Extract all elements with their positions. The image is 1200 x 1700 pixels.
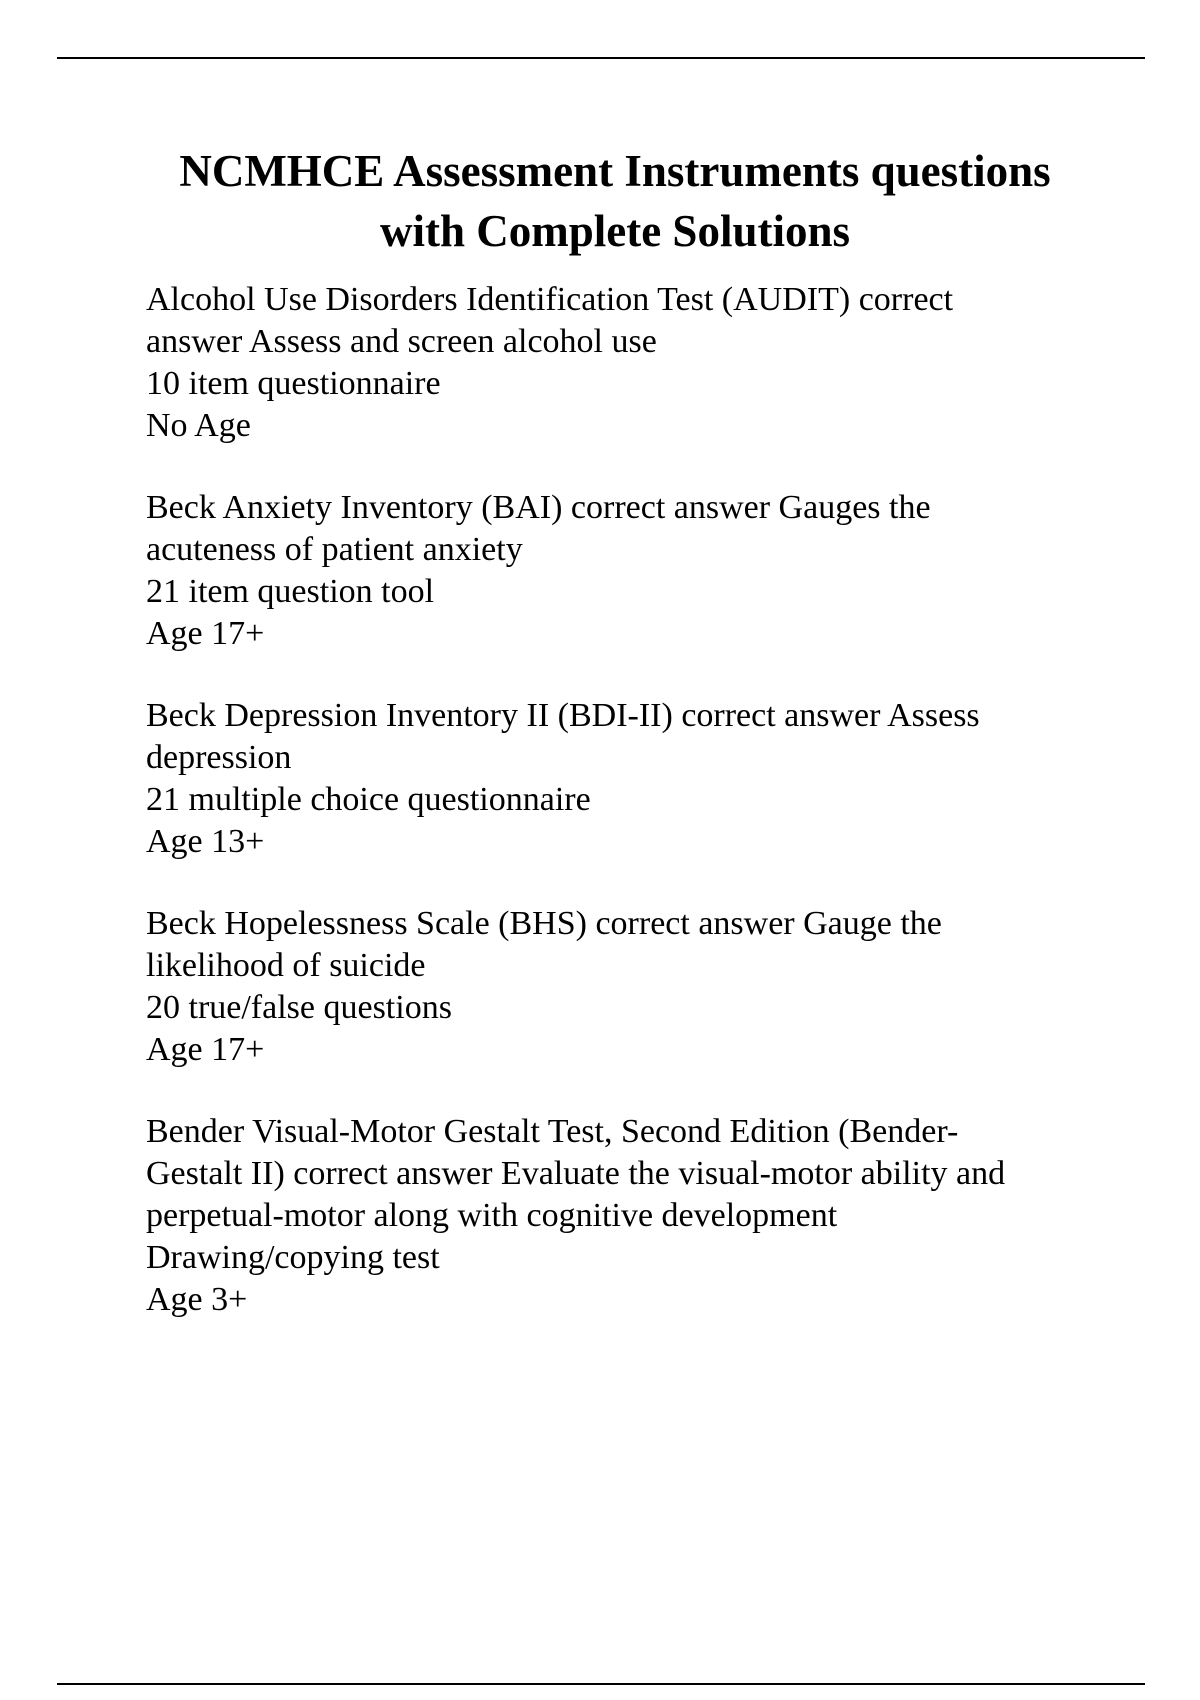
entry-line: Gestalt II) correct answer Evaluate the visual-motor ability and: [146, 1155, 1006, 1192]
entry-line: answer Assess and screen alcohol use: [146, 323, 657, 360]
entry-line: depression: [146, 739, 292, 776]
entry-line: No Age: [146, 407, 251, 444]
title-line-1: NCMHCE Assessment Instruments questions: [179, 146, 1051, 196]
entry-line: 21 item question tool: [146, 573, 435, 610]
entry-line: Bender Visual-Motor Gestalt Test, Second Edition (Bender-: [146, 1113, 959, 1150]
entry-line: 21 multiple choice questionnaire: [146, 781, 591, 818]
top-rule: [57, 57, 1145, 59]
title-line-2: with Complete Solutions: [379, 206, 851, 256]
entry-bdi-ii: [146, 695, 1146, 863]
bottom-rule: [57, 1683, 1145, 1685]
entry-bhs: [146, 903, 1146, 1071]
entry-line: likelihood of suicide: [146, 947, 426, 984]
entry-bai: [146, 487, 1146, 655]
entry-line: Drawing/copying test: [146, 1239, 440, 1276]
entry-line: Age 17+: [146, 1031, 265, 1068]
entry-line: 20 true/false questions: [146, 989, 452, 1026]
document-title: [120, 141, 1110, 261]
entry-line: Beck Depression Inventory II (BDI-II) correct answer Assess: [146, 697, 980, 734]
entries-list: [146, 279, 1146, 1361]
entry-line: Age 13+: [146, 823, 265, 860]
entry-line: Beck Anxiety Inventory (BAI) correct answer Gauges the: [146, 489, 931, 526]
entry-line: Beck Hopelessness Scale (BHS) correct answer Gauge the: [146, 905, 942, 942]
entry-line: Age 3+: [146, 1281, 248, 1318]
entry-bender-gestalt-ii: [146, 1111, 1146, 1321]
entry-line: 10 item questionnaire: [146, 365, 441, 402]
entry-line: Age 17+: [146, 615, 265, 652]
entry-line: Alcohol Use Disorders Identification Test (AUDIT) correct: [146, 281, 954, 318]
entry-audit: [146, 279, 1146, 447]
entry-line: perpetual-motor along with cognitive development: [146, 1197, 838, 1234]
entry-line: acuteness of patient anxiety: [146, 531, 523, 568]
